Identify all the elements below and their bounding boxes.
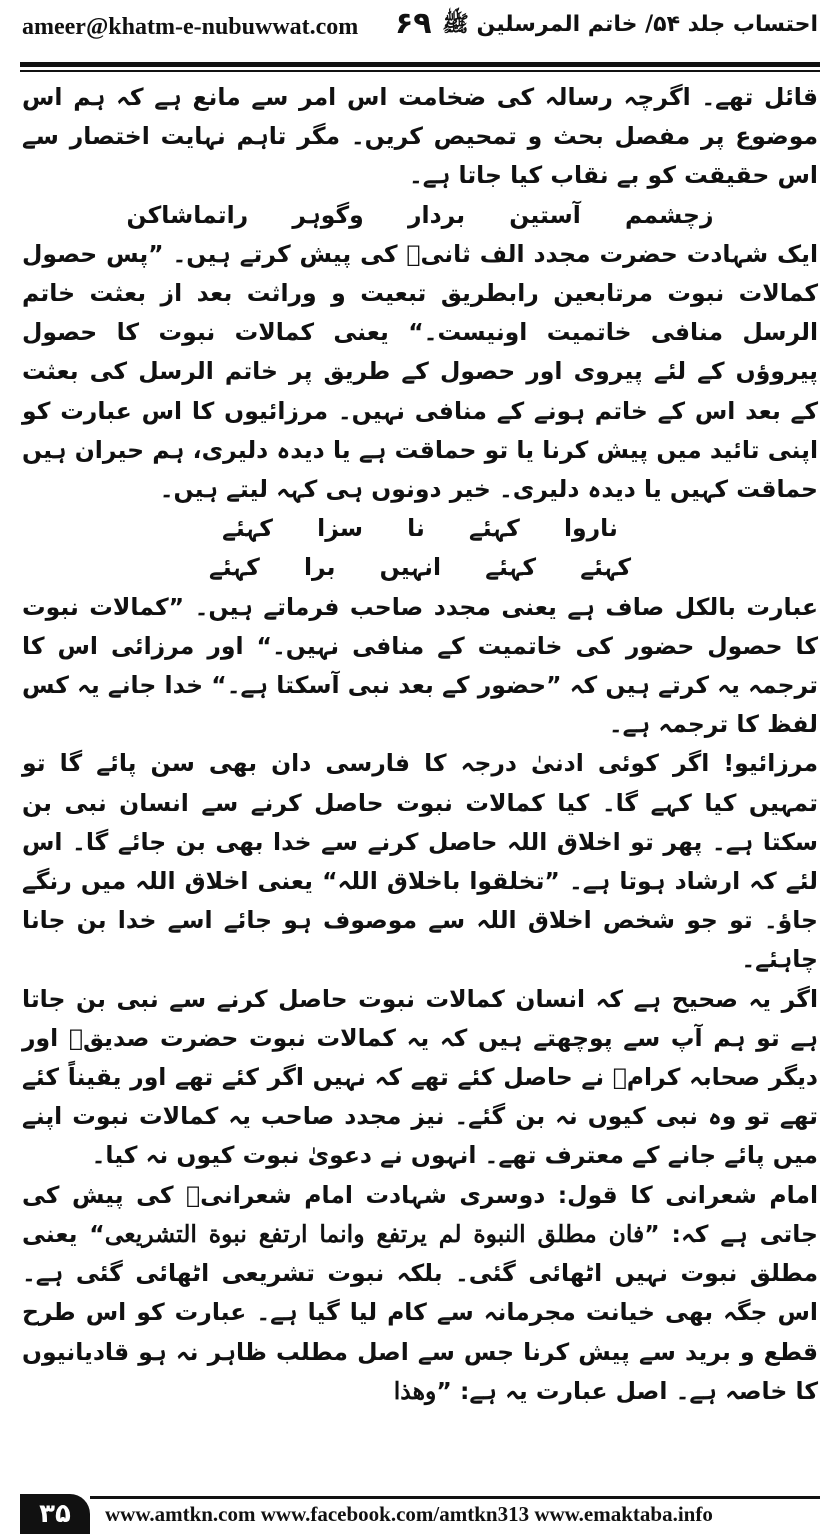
verse-1-word: بردار: [407, 200, 466, 229]
paragraph-4: مرزائیو! اگر کوئی ادنیٰ درجہ کا فارسی دان بھی سن پائے گا تو تمہیں کیا کہے گا۔ کیا کمالات نبوت حاصل کرنے سے انسان نبی بن سکتا ہے۔ پھر تو اخلاق اللہ حاصل کرنے سے خدا بھی بن جائے گا۔ اس لئے کہ ارشاد ہوتا ہے۔ ”تخلقوا باخلاق اللہ“ یعنی اخلاق اللہ میں رنگے جاؤ۔ تو جو شخص اخلاق اللہ سے موصوف ہو جائے اسے خدا بن جانا چاہئے۔: [22, 749, 818, 974]
arabic-quote-end: وھذا: [393, 1376, 437, 1405]
footer-rule: [90, 1496, 820, 1499]
verse-1-word: وگوہر: [292, 200, 364, 229]
header-book-title: احتساب جلد ۵۴/ خاتم المرسلین ﷺ: [442, 12, 818, 37]
verse-2-word: سزا: [317, 514, 363, 543]
paragraph-6-text-a: دوسری شہادت امام شعرانیؒ کی پیش کی جاتی ہے کہ: ”: [22, 1180, 818, 1248]
body-text: [22, 78, 818, 1411]
arabic-quote: فان مطلق النبوة لم یرتفع وانما ارتفع نبوة التشریعی: [104, 1219, 645, 1248]
footer-page-badge: ۳۵: [20, 1494, 90, 1534]
verse-2: [22, 509, 818, 548]
header-email[interactable]: ameer@khatm-e-nubuwwat.com: [22, 14, 359, 40]
verse-2-word: کہئے: [468, 514, 520, 543]
paragraph-6-text-b: “ یعنی مطلق نبوت نہیں اٹھائی گئی۔ بلکہ نبوت تشریعی اٹھائی گئی ہے۔ اس جگہ بھی خیانت مجرمانہ سے کام لیا گیا ہے۔ عبارت کو اس طرح قطع و برید سے پیش کرنا جس سے اصل مطلب ظاہر نہ ہو قادیانیوں کا خاصہ ہے۔ اصل عبارت یہ ہے: ”: [22, 1219, 818, 1405]
verse-3-word: کہئے: [580, 553, 632, 582]
page-footer: [0, 1490, 840, 1540]
verse-2-word: ناروا: [563, 514, 618, 543]
section-heading: امام شعرانی کا قول:: [557, 1180, 818, 1209]
header-rule-thick: [20, 62, 820, 67]
verse-3-word: انہیں: [379, 553, 442, 582]
page-header: [0, 0, 840, 62]
paragraph-2: ایک شہادت حضرت مجدد الف ثانیؒ کی پیش کرتے ہیں۔ ”پس حصول کمالات نبوت مرتابعین رابطریق تبعیت و وراثت بعد از بعثت خاتم الرسل منافی خاتمیت اونیست۔“ یعنی کمالات نبوت کا حصول پیروؤں کے لئے پیروی اور حصول کے طریق پر خاتم الرسل کی بعثت کے بعد اس کے خاتم ہونے کے منافی نہیں۔ مرزائیوں کا اس عبارت کو اپنی تائید میں پیش کرنا یا تو حماقت ہے یا دیدہ دلیری، ہم حیران ہیں حماقت کہیں یا دیدہ دلیری۔ خیر دونوں ہی کہہ لیتے ہیں۔: [22, 239, 818, 504]
verse-1: [22, 196, 818, 235]
verse-1-word: آستین: [509, 200, 581, 229]
verse-2-word: کہئے: [222, 514, 273, 543]
paragraph-5: اگر یہ صحیح ہے کہ انسان کمالات نبوت حاصل کرنے سے نبی بن جاتا ہے تو ہم آپ سے پوچھتے ہیں کہ یہ کمالات نبوت حضرت صدیقؓ اور دیگر صحابہ کرامؓ نے حاصل کئے تھے کہ نہیں اگر کئے تھے اور یقیناً کئے تھے تو وہ نبی کیوں نہ بن گئے۔ نیز مجدد صاحب یہ کمالات نبوت اپنے میں پائے جانے کے معترف تھے۔ انہوں نے دعویٰ نبوت کیوں نہ کیا۔: [22, 984, 818, 1170]
footer-links[interactable]: www.amtkn.com www.facebook.com/amtkn313 www.emaktaba.info: [105, 1502, 713, 1526]
verse-1-word: راتماشاکن: [126, 200, 249, 229]
header-rule-thin: [20, 70, 820, 72]
paragraph-3: عبارت بالکل صاف ہے یعنی مجدد صاحب فرماتے ہیں۔ ”کمالات نبوت کا حصول حضور کی خاتمیت کے منافی نہیں۔“ اور مرزائی اس کا ترجمہ یہ کرتے ہیں کہ ”حضور کے بعد نبی آسکتا ہے۔“ خدا جانے یہ کس لفظ کا ترجمہ ہے۔: [22, 592, 818, 739]
verse-3-word: برا: [303, 553, 336, 582]
verse-2-word: نا: [407, 514, 425, 543]
verse-3: [22, 548, 818, 587]
paragraph-1: قائل تھے۔ اگرچہ رسالہ کی ضخامت اس امر سے مانع ہے کہ ہم اس موضوع پر مفصل بحث و تمحیص کریں۔ مگر تاہم نہایت اختصار سے اس حقیقت کو بے نقاب کیا جاتا ہے۔: [22, 83, 818, 190]
header-page-number: ۶۹: [395, 6, 432, 41]
verse-3-word: کہئے: [208, 553, 260, 582]
verse-1-word: زچشمم: [624, 200, 714, 229]
paragraph-6: [22, 1176, 818, 1411]
verse-3-word: کہئے: [485, 553, 537, 582]
